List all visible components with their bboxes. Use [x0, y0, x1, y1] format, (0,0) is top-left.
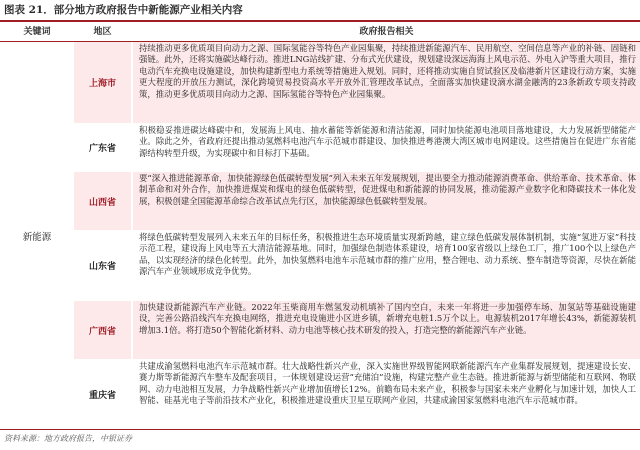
region-cell: 广东省 [88, 144, 116, 154]
keyword-label: 新能源 [22, 231, 52, 243]
region-cell: 广西省 [74, 301, 131, 359]
content-cell: 将绿色低碳转型发展列入未来五年的目标任务，积极推进生态环境质量实现新跨越，建立绿色低碳发展体制机制，实施“氢进万家”科技示范工程，建设海上风电等五大清洁能源基地。同时，加强绿色制造体系建设，培育100家省级以上绿色工厂，推广100个以上绿色产品，以实现经济的绿色化转型。此外，加快氢燃料电池车示范城市群的推广应用，整合锂电、动力系统、整车制造等资源，尽快在新能源汽车产业领域形成竞争优势。 [139, 232, 636, 277]
table-row-guangxi [74, 301, 640, 360]
table-row-shandong [74, 231, 640, 301]
header-content: 政府报告相关 [359, 27, 414, 37]
table-row-chongqing [74, 360, 640, 430]
region-cell: 山西省 [74, 172, 131, 230]
table-row-shanxi [74, 172, 640, 231]
content-cell: 加快建设新能源汽车产业链。2022年玉柴商用车燃氢发动机填补了国内空白，未来一年将进一步加强停车场、加氢站等基础设施建设，完善公路沿线汽车充换电网络，推进充电设施进小区进乡镇，新增充电桩1.5万个以上。电源装机2017年增长43%，新能源装机增加3.1倍。将打造50个智能化新材料、动力电池等核心技术研发的投入，打造完整的新能源汽车产业链。 [133, 301, 640, 359]
region-cell: 山东省 [88, 262, 116, 272]
figure-title: 图表 21．部分地方政府报告中新能源产业相关内容 [4, 4, 243, 16]
source-note: 资料来源：地方政府报告，中银证券 [4, 434, 132, 443]
content-cell: 要“深入推进能源革命，加快能源绿色低碳转型发展”列入未来五年发展规划，提出要全力推动能源消费革命、供给革命、技术革命、体制革命和对外合作，加快推进煤炭和煤电的绿色低碳转型，促进煤电和新能源的协同发展，推动能源产业数字化和降碳技术一体化发展，积极创建全国能源革命综合改革试点先行区，加快能源绿色低碳转型发展。 [133, 172, 640, 230]
region-cell: 上海市 [74, 42, 131, 123]
title-rule [0, 20, 640, 22]
content-cell: 共建成渝氢燃料电池汽车示范城市群。壮大战略性新兴产业，深入实施世界级智能网联新能源汽车产业集群发展规划，提速建设长安、赛力斯等新能源汽车整车及配套项目，一体规划建设运营“充储泊”设施，构建完整产业生态链。推进新能源与新型储能和互联网、物联网、动力电池相互发展，力争战略性新兴产业增加值增长12%。前瞻布局未来产业，积极参与国家未来产业孵化与加速计划，加快人工智能、硅基光电子等前沿技术产业化，积极推进建设重庆卫星互联网产业园，共建成渝国家氢燃料电池汽车示范城市群。 [139, 361, 636, 406]
content-cell: 持续推动更多优质项目向动力之源、国际氢能谷等特色产业园集聚，持续推进新能源汽车、民用航空、空间信息等产业的补链、固链和强链。此外，还将实施碳达峰行动。推进LNG站线扩建、分布式光伏建设，规划建设深远海海上风电示范、外电入沪等重大项目，推行电动汽车充换电设施建设，加快构建新型电力系统等措施进入规划。同时，还将推动实施自贸试验区及临港新片区建设行动方案，实施更大程度的开放压力测试，深化跨境贸易投资高水平开放外汇管理改革试点，全面落实加快建设滴水湖金融湾的23条新政专项支持政策，推动更多优质项目向动力之源、国际氢能谷等特色产业园集聚。 [133, 42, 640, 123]
table-row-shanghai [74, 42, 640, 124]
content-cell: 积极稳妥推进碳达峰碳中和，发展海上风电、抽水蓄能等新能源和清洁能源，同时加快能源电池项目落地建设，大力发展新型储能产业。除此之外，省政府还提出推动氢燃料电池汽车示范城市群建设、加快推进粤港澳大湾区城市电网建设。这些措施旨在促进广东省能源结构转型升级，为实现碳中和目标打下基础。 [139, 125, 636, 158]
header-keyword: 关键词 [23, 27, 51, 37]
table-header [0, 25, 640, 40]
header-region: 地区 [93, 27, 112, 37]
footer-rule [0, 429, 640, 430]
region-cell: 重庆省 [88, 391, 116, 401]
table-row-guangdong [74, 124, 640, 172]
keyword-cell [0, 42, 74, 429]
